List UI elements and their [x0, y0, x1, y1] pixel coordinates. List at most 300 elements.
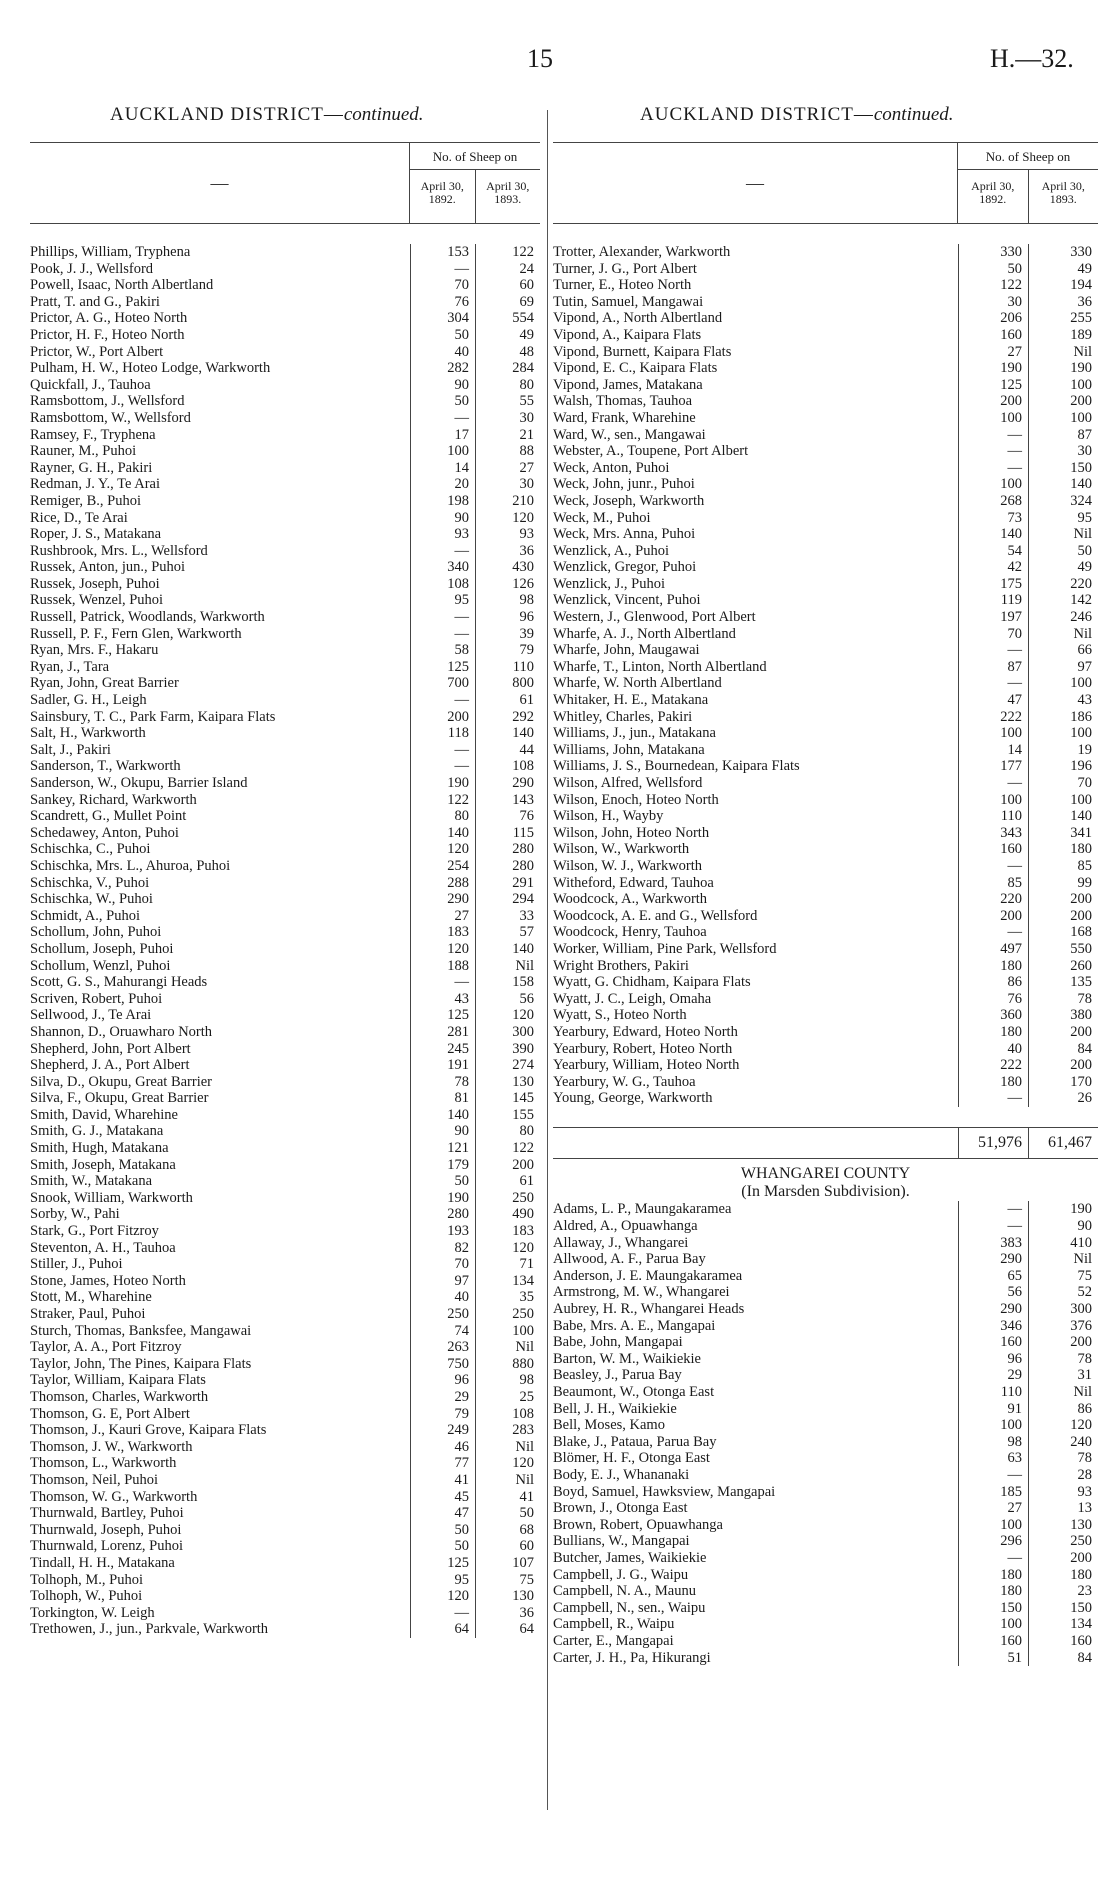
sheep-1893: 300 — [475, 1024, 540, 1041]
sheep-1892: 14 — [410, 460, 475, 477]
sheep-1893: 194 — [1028, 277, 1098, 294]
sheep-1892: 120 — [410, 941, 475, 958]
sheep-1892: 50 — [410, 393, 475, 410]
sheep-1893: 210 — [475, 493, 540, 510]
sheep-1893: 140 — [475, 941, 540, 958]
sheep-1893: 36 — [1028, 294, 1098, 311]
table-row — [553, 924, 1098, 941]
sheep-1893: 120 — [475, 1240, 540, 1257]
sheep-1893: 75 — [475, 1572, 540, 1589]
table-row — [30, 891, 540, 908]
owner-name: Babe, Mrs. A. E., Mangapai — [553, 1317, 716, 1334]
sheep-1893: 95 — [1028, 510, 1098, 527]
sheep-1892: 160 — [958, 327, 1028, 344]
table-row — [30, 1572, 540, 1589]
sheep-1892: 100 — [958, 1417, 1028, 1434]
sheep-1892: 263 — [410, 1339, 475, 1356]
table-row — [30, 559, 540, 576]
sheep-1893: 71 — [475, 1256, 540, 1273]
sheep-1892: 268 — [958, 493, 1028, 510]
name-column-header: — — [210, 172, 229, 193]
owner-name: Babe, John, Mangapai — [553, 1334, 683, 1351]
sheep-count-header — [957, 143, 1098, 223]
sheep-1893: 190 — [1028, 1201, 1098, 1218]
sheep-1893: Nil — [1028, 1251, 1098, 1268]
section-subtitle: (In Marsden Subdivision). — [741, 1183, 910, 1201]
owner-name: Wharfe, W. North Albertland — [553, 675, 722, 692]
sheep-1893: 140 — [1028, 808, 1098, 825]
sheep-1893: 24 — [475, 261, 540, 278]
owner-name: Young, George, Warkworth — [553, 1090, 713, 1107]
sheep-1892: 95 — [410, 592, 475, 609]
owner-name: Wright Brothers, Pakiri — [553, 957, 689, 974]
owner-name: Sankey, Richard, Warkworth — [30, 791, 197, 808]
sheep-1893: 196 — [1028, 758, 1098, 775]
owner-name: Beaumont, W., Otonga East — [553, 1384, 715, 1400]
sheep-1893: 80 — [475, 1123, 540, 1140]
owner-name: Thomson, L., Warkworth — [30, 1455, 177, 1472]
table-row — [553, 543, 1098, 560]
sheep-1893: 130 — [1028, 1517, 1098, 1534]
owner-name: Ward, Frank, Wharehine — [553, 409, 696, 426]
name-column-header: — — [746, 172, 764, 193]
owner-name: Prictor, A. G., Hoteo North — [30, 310, 188, 327]
sheep-1893: 200 — [1028, 908, 1098, 925]
sheep-1892: 74 — [410, 1323, 475, 1340]
table-row — [30, 1605, 540, 1622]
owner-name: Wilson, H., Wayby — [553, 808, 664, 825]
owner-name: Snook, William, Warkworth — [30, 1189, 193, 1206]
sheep-1893: 41 — [475, 1489, 540, 1506]
owner-name: Wilson, W. J., Warkworth — [553, 857, 703, 874]
sheep-1892: 125 — [410, 659, 475, 676]
sheep-1893: 98 — [475, 1372, 540, 1389]
sheep-1893: 280 — [475, 841, 540, 858]
sheep-1893: 170 — [1028, 1074, 1098, 1091]
sheep-1893: 30 — [475, 476, 540, 493]
owner-name: Vipond, E. C., Kaipara Flats — [553, 360, 718, 377]
table-row — [553, 526, 1098, 543]
sheep-1893: 79 — [475, 642, 540, 659]
sheep-1893: 23 — [1028, 1583, 1098, 1600]
owner-name: Steventon, A. H., Tauhoa — [30, 1239, 176, 1256]
owner-name: Sanderson, T., Warkworth — [30, 758, 181, 775]
sheep-1892: 93 — [410, 526, 475, 543]
right-column-title — [640, 104, 954, 126]
owner-name: Schollum, John, Puhoi — [30, 924, 162, 941]
sheep-1893: 200 — [475, 1157, 540, 1174]
owner-name: Silva, F., Okupu, Great Barrier — [30, 1090, 209, 1107]
sheep-1892: — — [958, 427, 1028, 444]
owner-name: Prictor, H. F., Hoteo North — [30, 326, 185, 343]
owner-name: Barton, W. M., Waikiekie — [553, 1350, 701, 1367]
table-row — [553, 1057, 1098, 1074]
sheep-1892: 119 — [958, 592, 1028, 609]
owner-name: Wenzlick, Vincent, Puhoi — [553, 592, 701, 609]
owner-name: Russell, P. F., Fern Glen, Warkworth — [30, 625, 242, 642]
sheep-1892: — — [410, 543, 475, 560]
owner-name: Shepherd, J. A., Port Albert — [30, 1057, 190, 1074]
left-column-title — [110, 104, 424, 126]
sheep-1892: — — [410, 1605, 475, 1622]
owner-name: Bell, Moses, Kamo — [553, 1417, 665, 1434]
sheep-1893: 284 — [475, 360, 540, 377]
owner-name: Blake, J., Pataua, Parua Bay — [553, 1433, 717, 1450]
owner-name: Carter, J. H., Pa, Hikurangi — [553, 1649, 711, 1666]
sheep-1893: 186 — [1028, 709, 1098, 726]
sheep-1892: 20 — [410, 476, 475, 493]
owner-name: Adams, L. P., Maungakaramea — [553, 1201, 732, 1218]
owner-name: Ward, W., sen., Mangawai — [553, 426, 706, 443]
sheep-1893: 168 — [1028, 924, 1098, 941]
owner-name: Campbell, J. G., Waipu — [553, 1566, 689, 1583]
owner-name: Redman, J. Y., Te Arai — [30, 476, 161, 493]
sheep-1892: 290 — [410, 891, 475, 908]
sheep-1893: 39 — [475, 626, 540, 643]
owner-name: Sanderson, W., Okupu, Barrier Island — [30, 775, 248, 791]
sheep-1893: 120 — [1028, 1417, 1098, 1434]
table-row — [30, 1339, 540, 1356]
sheep-1892: 85 — [958, 875, 1028, 892]
table-row — [30, 592, 540, 609]
sheep-1893: 120 — [475, 510, 540, 527]
table-row — [30, 1439, 540, 1456]
sheep-1893: 90 — [1028, 1218, 1098, 1235]
sheep-1892: — — [958, 858, 1028, 875]
table-row — [553, 1600, 1098, 1617]
table-row — [30, 1041, 540, 1058]
owner-name: Webster, A., Toupene, Port Albert — [553, 443, 749, 460]
owner-name: Schmidt, A., Puhoi — [30, 907, 140, 924]
owner-name: Thurnwald, Joseph, Puhoi — [30, 1521, 182, 1538]
sheep-1892: 63 — [958, 1450, 1028, 1467]
table-row — [553, 1517, 1098, 1534]
owner-name: Woodcock, A. E. and G., Wellsford — [553, 907, 758, 924]
table-row — [30, 875, 540, 892]
sheep-1893: 274 — [475, 1057, 540, 1074]
owner-name: Vipond, A., North Albertland — [553, 310, 723, 327]
sheep-1892: 360 — [958, 1007, 1028, 1024]
table-row — [30, 642, 540, 659]
table-row — [30, 1522, 540, 1539]
sheep-1893: 33 — [475, 908, 540, 925]
table-row — [553, 1218, 1098, 1235]
table-row — [30, 709, 540, 726]
owner-name: Schollum, Wenzl, Puhoi — [30, 957, 171, 974]
sheep-1892: 160 — [958, 841, 1028, 858]
sheep-1893: 250 — [1028, 1533, 1098, 1550]
sheep-1893: 110 — [475, 659, 540, 676]
owner-name: Vipond, James, Matakana — [553, 376, 703, 393]
owner-name: Wilson, Enoch, Hoteo North — [553, 791, 719, 808]
table-row — [553, 1401, 1098, 1418]
table-row — [30, 1289, 540, 1306]
sheep-1892: 47 — [410, 1505, 475, 1522]
sheep-1892: 46 — [410, 1439, 475, 1456]
owner-name: Quickfall, J., Tauhoa — [30, 376, 151, 393]
sheep-1892: 100 — [958, 725, 1028, 742]
sheep-1893: 100 — [475, 1323, 540, 1340]
sheep-1893: 57 — [475, 924, 540, 941]
table-row — [30, 244, 540, 261]
table-row — [30, 1472, 540, 1489]
table-row — [30, 327, 540, 344]
sheep-1892: 177 — [958, 758, 1028, 775]
owner-name: Shannon, D., Oruawharo North — [30, 1023, 213, 1040]
sheep-1892: 87 — [958, 659, 1028, 676]
owner-name: Rice, D., Te Arai — [30, 509, 128, 526]
table-row — [553, 1616, 1098, 1633]
sheep-1892: 40 — [410, 1289, 475, 1306]
sheep-1892: 50 — [410, 327, 475, 344]
table-row — [553, 1090, 1098, 1107]
table-row — [553, 510, 1098, 527]
sheep-1893: 36 — [475, 1605, 540, 1622]
sheep-1892: 110 — [958, 1384, 1028, 1401]
owner-name: Stiller, J., Puhoi — [30, 1256, 123, 1273]
owner-name: Wilson, John, Hoteo North — [553, 824, 710, 841]
sheep-1892: 120 — [410, 841, 475, 858]
table-row — [553, 1367, 1098, 1384]
sheep-1893: 50 — [475, 1505, 540, 1522]
owner-name: Campbell, N. A., Maunu — [553, 1583, 696, 1600]
sheep-1893: 25 — [475, 1389, 540, 1406]
sheep-1893: 155 — [475, 1107, 540, 1124]
sheep-1892: 222 — [958, 1057, 1028, 1074]
sheep-1892: 222 — [958, 709, 1028, 726]
table-row — [30, 1123, 540, 1140]
table-row — [553, 891, 1098, 908]
sheep-1892: 100 — [958, 1517, 1028, 1534]
table-row — [553, 792, 1098, 809]
owner-name: Rushbrook, Mrs. L., Wellsford — [30, 542, 208, 559]
sheep-1892: 160 — [958, 1633, 1028, 1650]
sheep-1892: 100 — [410, 443, 475, 460]
table-row — [30, 626, 540, 643]
owner-name: Woodcock, A., Warkworth — [553, 891, 708, 908]
sheep-1893: 84 — [1028, 1650, 1098, 1667]
owner-name: Torkington, W. Leigh — [30, 1604, 155, 1621]
owner-name: Rauner, M., Puhoi — [30, 443, 137, 460]
sheep-1893: 246 — [1028, 609, 1098, 626]
sheep-1893: 200 — [1028, 1550, 1098, 1567]
sheep-1893: 66 — [1028, 642, 1098, 659]
right-table-header — [553, 142, 1098, 224]
table-row — [553, 1467, 1098, 1484]
left-table — [30, 142, 540, 1638]
sheep-1893: 99 — [1028, 875, 1098, 892]
sheep-1893: 26 — [1028, 1090, 1098, 1107]
sheep-1893: 61 — [475, 692, 540, 709]
table-row — [30, 659, 540, 676]
owner-name: Trotter, Alexander, Warkworth — [553, 244, 731, 260]
table-row — [553, 1318, 1098, 1335]
sheep-group-label: No. of Sheep on — [958, 143, 1098, 170]
sheep-1892: 125 — [958, 377, 1028, 394]
sheep-1893: Nil — [475, 1339, 540, 1356]
table-row — [30, 1173, 540, 1190]
sheep-1893: 61 — [475, 1173, 540, 1190]
table-row — [30, 775, 540, 792]
right-rows — [553, 244, 1098, 1666]
owner-name: Turner, J. G., Port Albert — [553, 260, 697, 277]
sheep-1892: 42 — [958, 559, 1028, 576]
table-row — [30, 460, 540, 477]
sheep-1892: 245 — [410, 1041, 475, 1058]
sheep-1892: 180 — [958, 1074, 1028, 1091]
sheep-1892: 50 — [410, 1538, 475, 1555]
right-rows-auckland — [553, 244, 1098, 1107]
table-row — [30, 725, 540, 742]
sheep-1893: 200 — [1028, 393, 1098, 410]
table-row — [553, 1550, 1098, 1567]
owner-name: Powell, Isaac, North Albertland — [30, 277, 214, 294]
sheep-1893: Nil — [1028, 526, 1098, 543]
sheep-1892: 86 — [958, 974, 1028, 991]
table-row — [553, 410, 1098, 427]
total-1893: 61,467 — [1028, 1128, 1098, 1158]
owner-name: Wenzlick, A., Puhoi — [553, 542, 670, 559]
sheep-1893: 800 — [475, 675, 540, 692]
sheep-1893: 70 — [1028, 775, 1098, 792]
owner-name: Russek, Wenzel, Puhoi — [30, 592, 164, 609]
sheep-1893: 294 — [475, 891, 540, 908]
table-row — [553, 427, 1098, 444]
year-1892-header: April 30, 1892. — [971, 179, 1015, 206]
sheep-1892: 340 — [410, 559, 475, 576]
sheep-1892: — — [958, 1218, 1028, 1235]
sheep-1892: — — [958, 460, 1028, 477]
table-row — [30, 1240, 540, 1257]
sheep-1892: 108 — [410, 576, 475, 593]
table-row — [553, 1235, 1098, 1252]
sheep-1893: 250 — [475, 1190, 540, 1207]
table-row — [30, 1555, 540, 1572]
owner-name: Boyd, Samuel, Hawksview, Mangapai — [553, 1483, 776, 1500]
sheep-1892: 27 — [958, 344, 1028, 361]
sheep-1892: 160 — [958, 1334, 1028, 1351]
owner-name: Sturch, Thomas, Banksfee, Mangawai — [30, 1322, 252, 1339]
table-row — [30, 1505, 540, 1522]
table-row — [30, 1306, 540, 1323]
sheep-1892: — — [410, 626, 475, 643]
sheep-1892: 40 — [958, 1041, 1028, 1058]
sheep-1892: 95 — [410, 1572, 475, 1589]
sheep-1893: 183 — [475, 1223, 540, 1240]
table-row — [553, 742, 1098, 759]
owner-name: Weck, John, junr., Puhoi — [553, 476, 695, 493]
owner-name: Yearbury, William, Hoteo North — [553, 1057, 740, 1074]
owner-name: Wenzlick, Gregor, Puhoi — [553, 559, 697, 576]
owner-name: Wyatt, S., Hoteo North — [553, 1007, 687, 1024]
sheep-1892: — — [410, 758, 475, 775]
owner-name: Williams, John, Matakana — [553, 741, 705, 758]
sheep-1893: 96 — [475, 609, 540, 626]
table-row — [553, 1074, 1098, 1091]
owner-name: Thurnwald, Lorenz, Puhoi — [30, 1538, 184, 1555]
sheep-1893: 260 — [1028, 958, 1098, 975]
sheep-1892: 750 — [410, 1356, 475, 1373]
sheep-1892: 220 — [958, 891, 1028, 908]
table-row — [553, 1268, 1098, 1285]
sheep-1893: 27 — [475, 460, 540, 477]
owner-name: Pulham, H. W., Hoteo Lodge, Warkworth — [30, 360, 271, 377]
sheep-1893: 376 — [1028, 1318, 1098, 1335]
sheep-1892: 125 — [410, 1555, 475, 1572]
table-row — [553, 1633, 1098, 1650]
table-row — [553, 1301, 1098, 1318]
table-row — [30, 344, 540, 361]
sheep-1893: 50 — [1028, 543, 1098, 560]
table-row — [30, 1422, 540, 1439]
sheep-1892: 281 — [410, 1024, 475, 1041]
owner-name: Russell, Patrick, Woodlands, Warkworth — [30, 609, 265, 626]
table-row — [30, 1024, 540, 1041]
owner-name: Wilson, W., Warkworth — [553, 841, 690, 858]
sheep-1892: 43 — [410, 991, 475, 1008]
owner-name: Sellwood, J., Te Arai — [30, 1007, 152, 1024]
sheep-1893: 97 — [1028, 659, 1098, 676]
document-reference: H.—32. — [990, 44, 1074, 73]
sheep-1892: 304 — [410, 310, 475, 327]
owner-name: Thomson, Charles, Warkworth — [30, 1388, 209, 1405]
table-row — [30, 393, 540, 410]
owner-name: Smith, G. J., Matakana — [30, 1123, 164, 1140]
sheep-1893: 60 — [475, 1538, 540, 1555]
sheep-1893: Nil — [1028, 1384, 1098, 1401]
owner-name: Schischka, Mrs. L., Ahuroa, Puhoi — [30, 857, 231, 874]
sheep-1892: 140 — [958, 526, 1028, 543]
sheep-1892: 254 — [410, 858, 475, 875]
owner-name: Scriven, Robert, Puhoi — [30, 990, 163, 1007]
owner-name: Worker, William, Pine Park, Wellsford — [553, 940, 777, 957]
owner-name: Whitley, Charles, Pakiri — [553, 708, 693, 725]
owner-name: Aubrey, H. R., Whangarei Heads — [553, 1301, 745, 1318]
sheep-1892: — — [410, 692, 475, 709]
table-row — [30, 924, 540, 941]
left-title-suffix: continued. — [343, 104, 424, 125]
owner-name: Whitaker, H. E., Matakana — [553, 692, 709, 709]
sheep-1892: 91 — [958, 1401, 1028, 1418]
owner-name: Yearbury, Edward, Hoteo North — [553, 1023, 738, 1040]
sheep-1893: 93 — [475, 526, 540, 543]
owner-name: Prictor, W., Port Albert — [30, 343, 164, 360]
right-title-suffix: continued. — [873, 104, 954, 125]
owner-name: Sorby, W., Pahi — [30, 1206, 120, 1223]
sheep-1893: 143 — [475, 792, 540, 809]
sheep-1893: 93 — [1028, 1484, 1098, 1501]
table-row — [553, 1251, 1098, 1268]
table-row — [553, 908, 1098, 925]
owner-name: Remiger, B., Puhoi — [30, 492, 141, 509]
sheep-1892: — — [958, 1201, 1028, 1218]
owner-name: Stone, James, Hoteo North — [30, 1272, 186, 1289]
sheep-1893: 300 — [1028, 1301, 1098, 1318]
sheep-1893: 31 — [1028, 1367, 1098, 1384]
sheep-1893: 75 — [1028, 1268, 1098, 1285]
table-row — [553, 692, 1098, 709]
table-row — [30, 1256, 540, 1273]
owner-name: Taylor, John, The Pines, Kaipara Flats — [30, 1355, 252, 1372]
owner-name: Pratt, T. and G., Pakiri — [30, 293, 160, 310]
sheep-1893: 341 — [1028, 825, 1098, 842]
sheep-1893: 28 — [1028, 1467, 1098, 1484]
sheep-1892: — — [958, 924, 1028, 941]
sheep-1893: 78 — [1028, 1450, 1098, 1467]
owner-name: Witheford, Edward, Tauhoa — [553, 874, 714, 891]
sheep-1892: 185 — [958, 1484, 1028, 1501]
table-row — [553, 1450, 1098, 1467]
